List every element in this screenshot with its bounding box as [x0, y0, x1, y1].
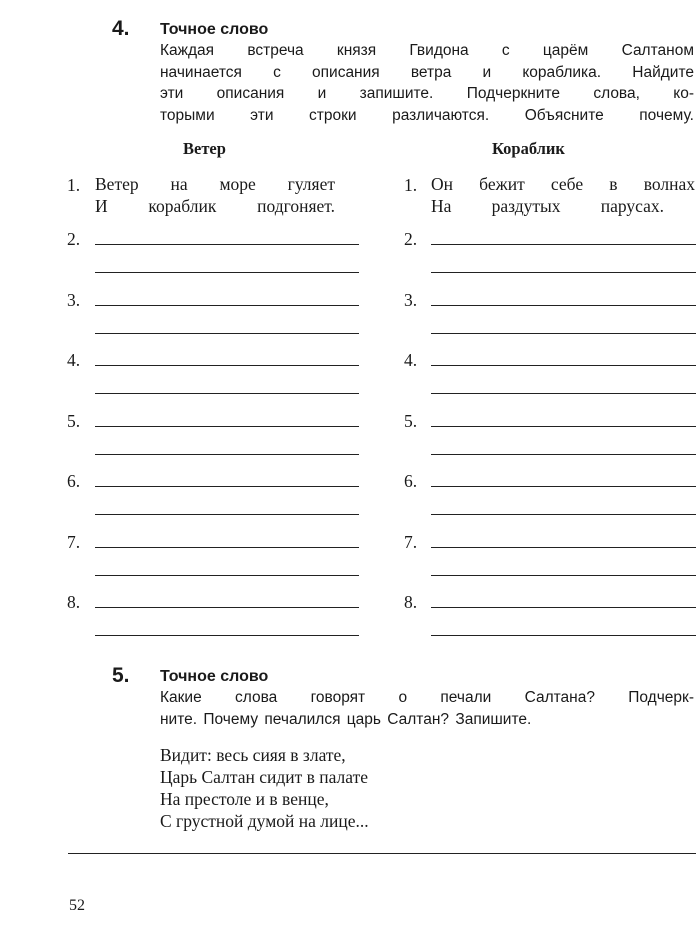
boat-item-number: 5. [404, 411, 418, 431]
task-5-number: 5. [112, 664, 130, 687]
wind-item-number: 4. [67, 350, 81, 370]
task-4-title: Точное слово [160, 21, 269, 38]
boat-item-number: 3. [404, 290, 418, 310]
wind-example-line: И кораблик подгоняет. [95, 196, 335, 216]
boat-answer-line[interactable] [431, 547, 696, 548]
boat-answer-line[interactable] [431, 575, 696, 576]
boat-answer-line[interactable] [431, 514, 696, 515]
wind-answer-line[interactable] [95, 486, 359, 487]
wind-answer-line[interactable] [95, 272, 359, 273]
boat-item-number: 2. [404, 229, 418, 249]
wind-item-number: 8. [67, 592, 81, 612]
wind-answer-line[interactable] [95, 575, 359, 576]
poem [160, 744, 369, 832]
boat-answer-line[interactable] [431, 393, 696, 394]
page-number: 52 [69, 897, 85, 914]
boat-item-number: 8. [404, 592, 418, 612]
column-header-wind: Ветер [183, 139, 226, 158]
task-4-instruction [160, 40, 694, 126]
boat-example-number: 1. [404, 175, 418, 195]
boat-answer-line[interactable] [431, 305, 696, 306]
wind-answer-line[interactable] [95, 393, 359, 394]
wind-answer-line[interactable] [95, 607, 359, 608]
boat-answer-line[interactable] [431, 454, 696, 455]
wind-item-number: 3. [67, 290, 81, 310]
boat-item-number: 6. [404, 471, 418, 491]
boat-answer-line[interactable] [431, 635, 696, 636]
wind-answer-line[interactable] [95, 547, 359, 548]
boat-item-number: 7. [404, 532, 418, 552]
wind-item-number: 2. [67, 229, 81, 249]
wind-item-number: 7. [67, 532, 81, 552]
task-5-instruction-line: ните. Почему печалился царь Салтан? Запишите. [160, 710, 532, 728]
poem-line: Царь Салтан сидит в палате [160, 767, 369, 787]
wind-answer-line[interactable] [95, 365, 359, 366]
boat-example [431, 173, 695, 217]
poem-line: На престоле и в венце, [160, 789, 329, 809]
task-4-number: 4. [112, 17, 130, 40]
boat-answer-line[interactable] [431, 365, 696, 366]
wind-answer-line[interactable] [95, 514, 359, 515]
wind-example [95, 173, 335, 217]
column-header-boat: Кораблик [492, 139, 565, 158]
wind-item-number: 6. [67, 471, 81, 491]
poem-line: Видит: весь сияя в злате, [160, 745, 346, 765]
task-5-title: Точное слово [160, 668, 269, 685]
boat-answer-line[interactable] [431, 272, 696, 273]
wind-answer-line[interactable] [95, 305, 359, 306]
boat-answer-line[interactable] [431, 426, 696, 427]
task-4-instruction-line: торыми эти строки различаются. Объясните почему. [160, 106, 694, 124]
wind-answer-line[interactable] [95, 635, 359, 636]
task-5-instruction-line: Какие слова говорят о печали Салтана? Подчерк- [160, 689, 694, 706]
boat-answer-line[interactable] [431, 486, 696, 487]
wind-answer-line[interactable] [95, 454, 359, 455]
boat-answer-line[interactable] [431, 333, 696, 334]
boat-example-line: Он бежит себе в волнах [431, 174, 695, 194]
task-5-answer-line[interactable] [68, 853, 696, 854]
task-4-instruction-line: эти описания и запишите. Подчеркните слова, ко- [160, 85, 694, 102]
poem-line: С грустной думой на лице... [160, 811, 369, 831]
wind-item-number: 5. [67, 411, 81, 431]
wind-example-number: 1. [67, 175, 81, 195]
wind-answer-line[interactable] [95, 333, 359, 334]
task-4-instruction-line: начинается с описания ветра и кораблика. Найдите [160, 63, 694, 81]
task-5-instruction [160, 687, 694, 730]
wind-example-line: Ветер на море гуляет [95, 174, 335, 194]
boat-example-line-text: На раздутых парусах. [431, 196, 664, 216]
wind-answer-line[interactable] [95, 244, 359, 245]
wind-answer-line[interactable] [95, 426, 359, 427]
task-4-instruction-line: Каждая встреча князя Гвидона с царём Салтаном [160, 42, 694, 59]
boat-answer-line[interactable] [431, 607, 696, 608]
boat-item-number: 4. [404, 350, 418, 370]
boat-answer-line[interactable] [431, 244, 696, 245]
boat-example-line [431, 195, 695, 217]
